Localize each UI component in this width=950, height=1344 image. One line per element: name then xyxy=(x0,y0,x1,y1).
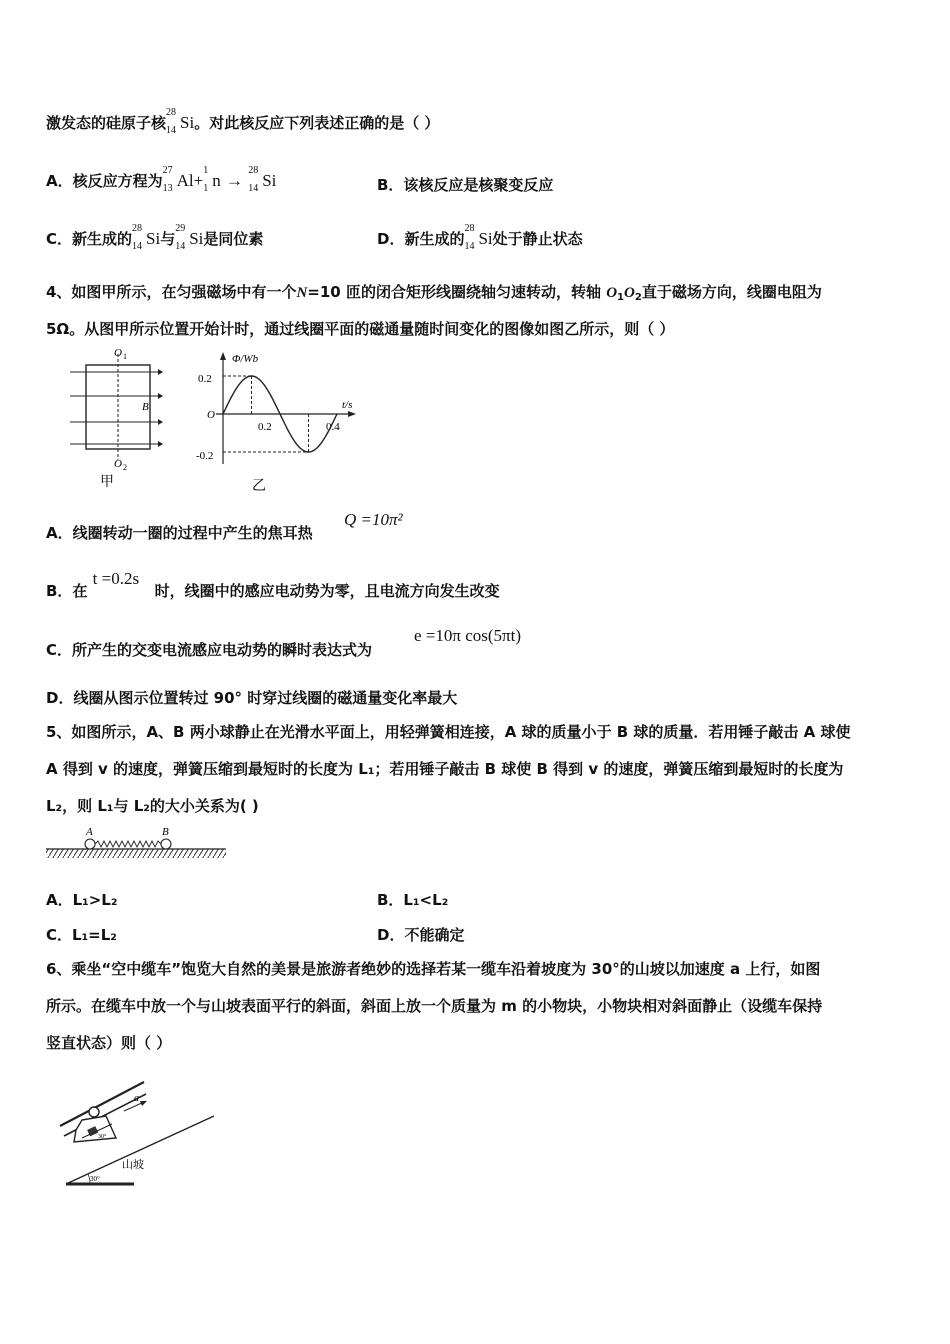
q3-option-b[interactable] xyxy=(377,174,553,195)
q3-option-d-label: D．新生成的 xyxy=(377,230,465,248)
q3-option-c-label: C．新生成的 xyxy=(46,230,133,248)
q5-stem-line3 xyxy=(46,795,259,816)
q5-option-c-text: C．L₁=L₂ xyxy=(46,926,117,944)
q6-stem-line2 xyxy=(46,995,822,1016)
q3-option-d-end: 处于静止状态 xyxy=(492,230,583,248)
origin-label: O xyxy=(207,409,215,421)
q4-figure-flux-graph xyxy=(192,344,367,494)
q6-stem-line1 xyxy=(46,958,820,979)
q4-option-b-post: 时，线圈中的感应电动势为零，且电流方向发生改变 xyxy=(154,582,500,600)
q4-option-d[interactable] xyxy=(46,687,457,708)
si-symbol-c: Si xyxy=(146,229,161,248)
q3-option-a[interactable] xyxy=(46,165,277,194)
svg-text:1: 1 xyxy=(123,352,127,361)
si28-nuclide-product: 28 14 xyxy=(248,165,259,194)
q4-option-a[interactable] xyxy=(46,522,313,543)
q3-option-b-text: B．该核反应是核聚变反应 xyxy=(377,176,554,194)
q4-figure-coil xyxy=(62,344,172,492)
label-o1: O xyxy=(114,347,122,359)
al27-nuclide: 27 13 xyxy=(162,165,173,194)
q3-option-c-end: 是同位素 xyxy=(203,230,264,248)
si-symbol-d: Si xyxy=(478,229,493,248)
ball-b xyxy=(161,839,171,849)
q4-o1: O xyxy=(606,285,618,301)
q6-stem-line3 xyxy=(46,1032,171,1053)
q4-option-c[interactable] xyxy=(46,639,372,660)
q4-option-a-text: A．线圈转动一圈的过程中产生的焦耳热 xyxy=(46,524,313,542)
label-o2: O xyxy=(114,458,122,470)
q4-o2: O xyxy=(624,285,635,301)
reaction-arrow: → xyxy=(225,171,243,190)
tick-y-pos: 0.2 xyxy=(198,373,212,385)
neutron-nuclide: 1 1 xyxy=(203,165,209,194)
label-b: B xyxy=(162,826,169,838)
q5-stem-line2 xyxy=(46,758,843,779)
q5-figure-spring xyxy=(44,824,230,862)
label-a: a xyxy=(134,1093,139,1104)
al-symbol: Al xyxy=(176,171,194,190)
q3-option-a-label: A．核反应方程为 xyxy=(46,172,163,190)
x-axis-label: t/s xyxy=(342,399,353,411)
ball-a xyxy=(85,839,95,849)
q5-stem-line1 xyxy=(46,721,850,742)
pulley xyxy=(89,1107,99,1117)
q4-line1-post: 直于磁场方向，线圈电阻为 xyxy=(641,283,822,301)
q5-option-d-text: D．不能确定 xyxy=(377,926,465,944)
q5-option-a-text: A．L₁>L₂ xyxy=(46,891,118,909)
q3-option-c-mid: 与 xyxy=(160,230,176,248)
q5-line2-text: A 得到 v 的速度，弹簧压缩到最短时的长度为 L₁；若用锤子敲击 B 球使 B 得到 v 的速度，弹簧压缩到最短时的长度为 xyxy=(46,760,844,778)
tick-x-1: 0.2 xyxy=(258,421,272,433)
neutron-symbol: n xyxy=(212,171,221,190)
svg-text:2: 2 xyxy=(123,463,127,472)
q6-line1-text: 6、乘坐“空中缆车”饱览大自然的美景是旅游者绝妙的选择若某一缆车沿着坡度为 30°的山坡以加速度 a 上行，如图 xyxy=(46,960,821,978)
q4-option-b[interactable] xyxy=(46,569,500,601)
q4-option-c-math: e =10π cos(5πt) xyxy=(414,626,522,645)
q4-stem-line1 xyxy=(46,281,822,303)
q4-line2-text: 5Ω。从图甲所示位置开始计时，通过线圈平面的磁通量随时间变化的图像如图乙所示，则（ ） xyxy=(46,320,675,338)
label-slope: 山坡 xyxy=(122,1158,144,1171)
q4-option-c-text: C．所产生的交变电流感应电动势的瞬时表达式为 xyxy=(46,641,373,659)
q5-option-b-text: B．L₁<L₂ xyxy=(377,891,449,909)
q4-line1-pre: 4、如图甲所示，在匀强磁场中有一个 xyxy=(46,283,297,301)
si29-nuclide: 29 14 xyxy=(175,223,186,252)
plus-sign: + xyxy=(193,171,204,190)
q6-line2-text: 所示。在缆车中放一个与山坡表面平行的斜面，斜面上放一个质量为 m 的小物块，小物块相对斜面静止（设缆车保持 xyxy=(46,997,823,1015)
caption-jia: 甲 xyxy=(100,474,114,490)
q3-option-c[interactable] xyxy=(46,223,264,252)
ground-hatch xyxy=(46,849,226,858)
tick-y-neg: -0.2 xyxy=(196,450,214,462)
label-b: B xyxy=(142,401,149,413)
q4-option-b-pre: B．在 xyxy=(46,582,88,600)
si28-nuclide: 28 14 xyxy=(166,107,177,136)
q4-option-a-math: Q =10π² xyxy=(344,510,403,529)
q4-option-b-math: t =0.2s xyxy=(92,569,140,588)
label-angle: 30° xyxy=(90,1175,100,1183)
q3-stem-prefix: 激发态的硅原子核 xyxy=(46,114,167,132)
q5-line3-text: L₂，则 L₁与 L₂的大小关系为( ) xyxy=(46,797,259,815)
tick-x-2: 0.4 xyxy=(326,421,340,433)
si-symbol: Si xyxy=(180,113,195,132)
y-axis-label: Φ/Wb xyxy=(232,353,259,365)
si29-symbol: Si xyxy=(189,229,204,248)
q5-option-b[interactable] xyxy=(377,889,448,910)
caption-yi: 乙 xyxy=(252,478,266,494)
q5-option-c[interactable] xyxy=(46,924,117,945)
label-a: A xyxy=(86,826,93,838)
q4-line1-eq: =10 匝的闭合矩形线圈绕轴匀速转动，转轴 xyxy=(307,283,601,301)
q3-stem xyxy=(46,107,440,136)
q5-option-d[interactable] xyxy=(377,924,464,945)
si28-nuclide-d: 28 14 xyxy=(464,223,475,252)
q4-option-d-text: D．线圈从图示位置转过 90° 时穿过线圈的磁通量变化率最大 xyxy=(46,689,458,707)
q4-n-var: N xyxy=(296,285,308,301)
spring xyxy=(95,841,161,847)
q4-o1-sub: 1 xyxy=(617,292,625,303)
q5-option-a[interactable] xyxy=(46,889,117,910)
q4-stem-line2 xyxy=(46,318,674,339)
q4-o2-sub: 2 xyxy=(634,292,642,303)
q5-line1-text: 5、如图所示，A、B 两小球静止在光滑水平面上，用轻弹簧相连接，A 球的质量小于 B 球的质量．若用锤子敲击 A 球使 xyxy=(46,723,851,741)
si-symbol-product: Si xyxy=(262,171,277,190)
label-angle-inner: 30° xyxy=(98,1134,107,1140)
q3-option-d[interactable] xyxy=(377,223,583,252)
q6-figure-cable-car xyxy=(54,1076,214,1194)
q3-stem-suffix: 。对此核反应下列表述正确的是（ ） xyxy=(194,114,440,132)
q6-line3-text: 竖直状态）则（ ） xyxy=(46,1034,172,1052)
si28-nuclide-c: 28 14 xyxy=(132,223,143,252)
